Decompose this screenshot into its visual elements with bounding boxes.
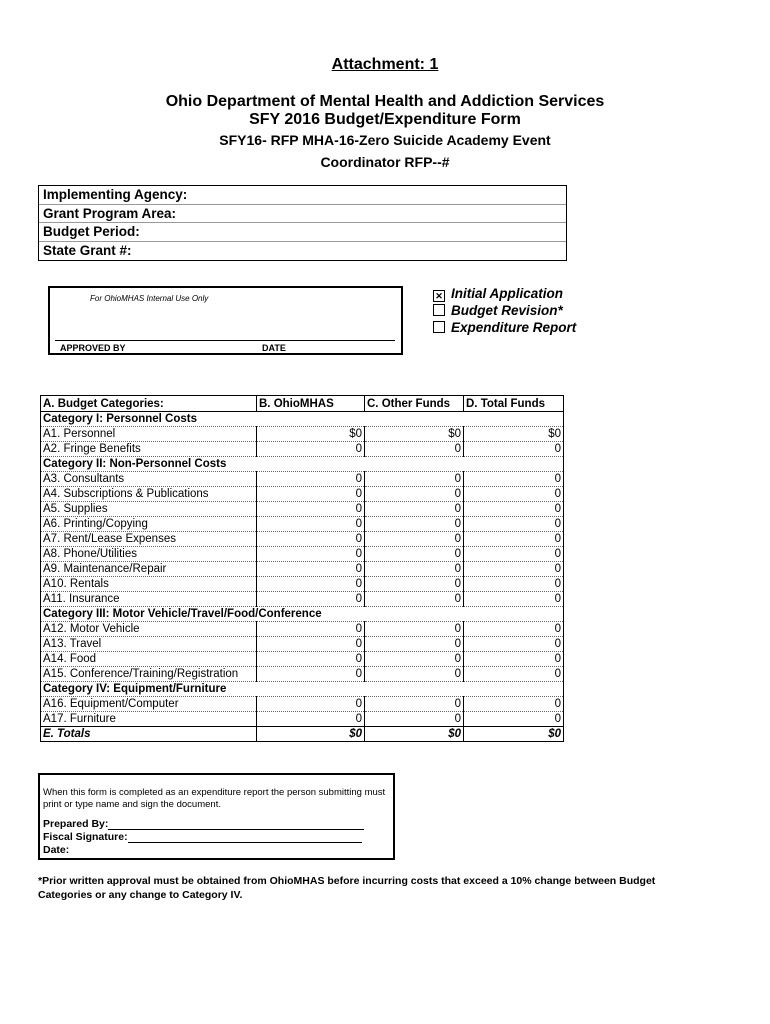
row-label: A16. Equipment/Computer <box>41 697 257 712</box>
category-row <box>41 457 564 472</box>
ohiomhas-cell[interactable]: $0 <box>257 427 365 442</box>
ohiomhas-cell[interactable]: 0 <box>257 622 365 637</box>
table-row <box>41 442 564 457</box>
total-funds-cell: 0 <box>464 487 564 502</box>
row-label: A15. Conference/Training/Registration <box>41 667 257 682</box>
row-label: A1. Personnel <box>41 427 257 442</box>
other-funds-cell[interactable]: 0 <box>365 562 464 577</box>
fiscal-signature-label: Fiscal Signature: <box>43 831 128 843</box>
approved-by-label: APPROVED BY <box>60 343 126 353</box>
row-label: A2. Fringe Benefits <box>41 442 257 457</box>
category-label: Category III: Motor Vehicle/Travel/Food/Conference <box>41 607 564 622</box>
internal-use-label: For OhioMHAS Internal Use Only <box>90 294 209 303</box>
table-row <box>41 577 564 592</box>
ohiomhas-cell[interactable]: 0 <box>257 637 365 652</box>
total-funds-cell: 0 <box>464 442 564 457</box>
totals-label: E. Totals <box>41 727 257 742</box>
table-row <box>41 562 564 577</box>
category-label: Category IV: Equipment/Furniture <box>41 682 564 697</box>
other-funds-cell[interactable]: 0 <box>365 637 464 652</box>
totals-row <box>41 727 564 742</box>
header-total-funds: D. Total Funds <box>464 396 564 412</box>
row-label: A4. Subscriptions & Publications <box>41 487 257 502</box>
ohiomhas-cell[interactable]: 0 <box>257 697 365 712</box>
signature-date-field[interactable] <box>43 844 69 856</box>
table-row <box>41 517 564 532</box>
budget-revision-checkbox[interactable] <box>433 304 445 316</box>
table-row <box>41 472 564 487</box>
ohiomhas-cell[interactable]: 0 <box>257 652 365 667</box>
initial-application-option[interactable] <box>433 286 563 302</box>
other-funds-cell[interactable]: 0 <box>365 472 464 487</box>
ohiomhas-total: $0 <box>257 727 365 742</box>
row-label: A12. Motor Vehicle <box>41 622 257 637</box>
total-funds-cell: 0 <box>464 592 564 607</box>
row-label: A5. Supplies <box>41 502 257 517</box>
expenditure-report-option[interactable] <box>433 320 576 335</box>
implementing-agency-field[interactable]: Implementing Agency: <box>39 186 566 205</box>
internal-approval-box <box>48 286 403 355</box>
total-funds-cell: 0 <box>464 547 564 562</box>
ohiomhas-cell[interactable]: 0 <box>257 547 365 562</box>
other-funds-cell[interactable]: 0 <box>365 487 464 502</box>
expenditure-report-checkbox[interactable] <box>433 321 445 333</box>
rfp-title-line1: SFY16- RFP MHA-16-Zero Suicide Academy Event <box>219 132 551 148</box>
ohiomhas-cell[interactable]: 0 <box>257 502 365 517</box>
total-funds-cell: 0 <box>464 472 564 487</box>
row-label: A8. Phone/Utilities <box>41 547 257 562</box>
total-funds-cell: 0 <box>464 622 564 637</box>
row-label: A11. Insurance <box>41 592 257 607</box>
approval-date-label: DATE <box>262 343 286 353</box>
table-row <box>41 487 564 502</box>
row-label: A17. Furniture <box>41 712 257 727</box>
table-row <box>41 547 564 562</box>
total-funds-total: $0 <box>464 727 564 742</box>
ohiomhas-cell[interactable]: 0 <box>257 517 365 532</box>
total-funds-cell: 0 <box>464 517 564 532</box>
row-label: A13. Travel <box>41 637 257 652</box>
ohiomhas-cell[interactable]: 0 <box>257 577 365 592</box>
table-header-row <box>41 396 564 412</box>
prepared-by-field[interactable] <box>43 818 364 830</box>
category-row <box>41 412 564 427</box>
ohiomhas-cell[interactable]: 0 <box>257 562 365 577</box>
category-row <box>41 607 564 622</box>
fiscal-signature-line[interactable] <box>128 831 362 843</box>
total-funds-cell: 0 <box>464 667 564 682</box>
approval-divider <box>55 340 395 341</box>
header-categories: A. Budget Categories: <box>41 396 257 412</box>
table-row <box>41 652 564 667</box>
prepared-by-line[interactable] <box>108 818 364 830</box>
table-row <box>41 622 564 637</box>
table-row <box>41 667 564 682</box>
category-label: Category I: Personnel Costs <box>41 412 564 427</box>
initial-application-label: Initial Application <box>451 286 564 301</box>
approval-footnote: *Prior written approval must be obtained from OhioMHAS before incurring costs that exceed a 10% change between Budget Categories or any change to Category IV. <box>38 875 656 901</box>
total-funds-cell: 0 <box>464 712 564 727</box>
category-label: Category II: Non-Personnel Costs <box>41 457 564 472</box>
table-row <box>41 532 564 547</box>
other-funds-cell[interactable]: 0 <box>365 517 464 532</box>
signature-date-label: Date: <box>43 844 70 856</box>
table-row <box>41 637 564 652</box>
ohiomhas-cell[interactable]: 0 <box>257 472 365 487</box>
department-name: Ohio Department of Mental Health and Addiction Services <box>165 93 605 110</box>
budget-table <box>40 395 564 742</box>
attachment-title: Attachment: 1 <box>331 56 439 73</box>
budget-revision-label: Budget Revision* <box>451 303 563 318</box>
fiscal-signature-field[interactable] <box>43 831 362 843</box>
row-label: A9. Maintenance/Repair <box>41 562 257 577</box>
other-funds-cell[interactable]: 0 <box>365 532 464 547</box>
row-label: A10. Rentals <box>41 577 257 592</box>
prepared-by-label: Prepared By: <box>43 818 109 830</box>
table-row <box>41 592 564 607</box>
other-funds-cell[interactable]: 0 <box>365 442 464 457</box>
ohiomhas-cell[interactable]: 0 <box>257 532 365 547</box>
total-funds-cell: 0 <box>464 577 564 592</box>
other-funds-cell[interactable]: 0 <box>365 592 464 607</box>
other-funds-cell[interactable]: 0 <box>365 577 464 592</box>
other-funds-cell[interactable]: $0 <box>365 427 464 442</box>
row-label: A3. Consultants <box>41 472 257 487</box>
table-row <box>41 712 564 727</box>
category-row <box>41 682 564 697</box>
other-funds-cell[interactable]: 0 <box>365 697 464 712</box>
signature-box <box>38 773 395 860</box>
total-funds-cell: 0 <box>464 637 564 652</box>
ohiomhas-cell[interactable]: 0 <box>257 712 365 727</box>
other-funds-total: $0 <box>365 727 464 742</box>
ohiomhas-cell[interactable]: 0 <box>257 487 365 502</box>
other-funds-cell[interactable]: 0 <box>365 712 464 727</box>
table-row <box>41 697 564 712</box>
other-funds-cell[interactable]: 0 <box>365 502 464 517</box>
row-label: A14. Food <box>41 652 257 667</box>
signature-instructions: When this form is completed as an expenditure report the person submitting must print or type name and sign the document. <box>43 787 386 810</box>
other-funds-cell[interactable]: 0 <box>365 652 464 667</box>
row-label: A7. Rent/Lease Expenses <box>41 532 257 547</box>
other-funds-cell[interactable]: 0 <box>365 622 464 637</box>
form-title: SFY 2016 Budget/Expenditure Form <box>249 111 521 128</box>
budget-period-field[interactable]: Budget Period: <box>39 223 566 242</box>
ohiomhas-cell[interactable]: 0 <box>257 442 365 457</box>
total-funds-cell: 0 <box>464 532 564 547</box>
other-funds-cell[interactable]: 0 <box>365 547 464 562</box>
total-funds-cell: 0 <box>464 502 564 517</box>
rfp-title-line2: Coordinator RFP--# <box>320 154 450 170</box>
ohiomhas-cell[interactable]: 0 <box>257 592 365 607</box>
initial-application-checkbox[interactable]: ✕ <box>433 290 445 302</box>
total-funds-cell: $0 <box>464 427 564 442</box>
grant-program-area-field[interactable]: Grant Program Area: <box>39 205 566 224</box>
other-funds-cell[interactable]: 0 <box>365 667 464 682</box>
table-row <box>41 502 564 517</box>
budget-revision-option[interactable] <box>433 303 563 318</box>
header-other-funds: C. Other Funds <box>365 396 464 412</box>
ohiomhas-cell[interactable]: 0 <box>257 667 365 682</box>
row-label: A6. Printing/Copying <box>41 517 257 532</box>
total-funds-cell: 0 <box>464 697 564 712</box>
agency-info-box <box>38 185 567 261</box>
state-grant-field[interactable]: State Grant #: <box>43 242 132 258</box>
total-funds-cell: 0 <box>464 562 564 577</box>
total-funds-cell: 0 <box>464 652 564 667</box>
header-ohiomhas: B. OhioMHAS <box>257 396 365 412</box>
expenditure-report-label: Expenditure Report <box>451 320 577 335</box>
table-row <box>41 427 564 442</box>
